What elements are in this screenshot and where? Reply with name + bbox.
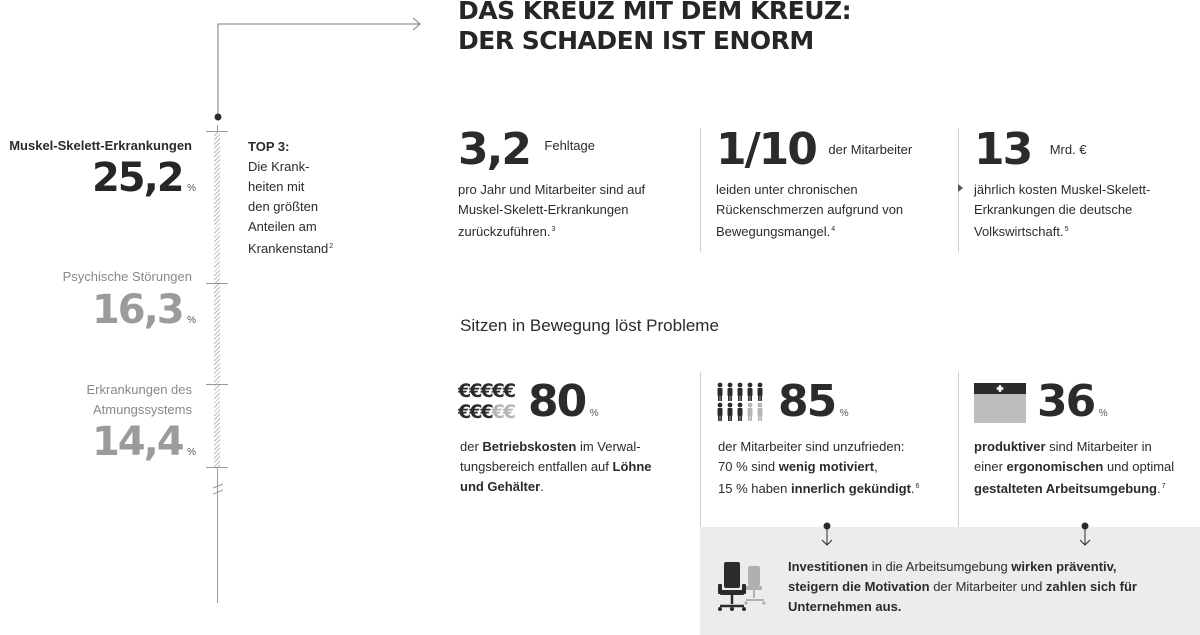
ranking-unit-1: % (187, 183, 196, 194)
text-line (788, 597, 1188, 617)
arrow-down-icon (820, 522, 834, 548)
ranking-label-1: Muskel-Skelett-Erkrankungen (9, 138, 192, 153)
ranking-number-1: 25,2 (91, 155, 183, 201)
stat-value: 80 (528, 376, 586, 427)
stat-text-line: leiden unter chronischen (716, 182, 858, 197)
text-line (974, 437, 1198, 457)
stat-mitarbeiter (716, 124, 946, 242)
footnote: 7 (1161, 483, 1166, 490)
euro-row (458, 402, 514, 423)
stat-text (974, 180, 1194, 242)
stat-text-span: Bewegungsmangel. (716, 224, 831, 239)
stat-80 (528, 376, 599, 427)
ranking-value-1 (0, 156, 196, 200)
text-bold: produktiver (974, 439, 1046, 454)
arrow-down-icon (1078, 522, 1092, 548)
stat-36 (1037, 376, 1108, 427)
text-line (974, 457, 1198, 477)
stat-85-text (718, 437, 954, 499)
text-span: . (1156, 481, 1161, 496)
text-line (718, 477, 954, 499)
text-bold: Unternehmen aus. (788, 599, 902, 614)
top3-line-text: Krankenstand (248, 241, 329, 256)
first-aid-kit-icon (974, 383, 1026, 423)
text-line (788, 557, 1188, 577)
people-icon (716, 382, 768, 422)
title-line-2: DER SCHADEN IST ENORM (458, 26, 814, 55)
scale-hatch (214, 131, 220, 469)
scale-break-icon (211, 482, 225, 498)
text-line (718, 457, 954, 477)
stat-value: 85 (778, 376, 836, 427)
text-span: der (460, 439, 483, 454)
stat-label: Fehltage (544, 138, 595, 153)
scale-tick (206, 467, 228, 468)
text-line: der Mitarbeiter sind unzufrieden: (718, 439, 905, 454)
stat-text-line: jährlich kosten Muskel-Skelett- (974, 182, 1151, 197)
text-bold: wirken präventiv, (1011, 559, 1117, 574)
stat-unit: % (589, 408, 599, 419)
stat-36-text (974, 437, 1198, 499)
footnote: 6 (915, 483, 920, 490)
footnote: 4 (831, 226, 836, 233)
info-text (788, 557, 1188, 617)
top3-line: heiten mit (248, 179, 305, 194)
ranking-label-3-line-2: Atmungssystems (93, 402, 192, 417)
stat-text-line (974, 220, 1194, 242)
office-chair-icon (714, 562, 772, 612)
stat-80-text (460, 437, 690, 497)
text-line (460, 437, 690, 457)
text-bold: Betriebskosten (482, 439, 577, 454)
ranking-label-2: Psychische Störungen (62, 269, 192, 284)
stat-text-line (716, 220, 946, 242)
euro-row-light: €€ (491, 401, 515, 423)
text-span: und optimal (1103, 459, 1175, 474)
scale-tick (206, 131, 228, 132)
stat-text-line: Muskel-Skelett-Erkrankungen (458, 202, 629, 217)
text-span: im Verwal- (576, 439, 641, 454)
scale-tick (206, 384, 228, 385)
top3-line-last (248, 237, 368, 259)
text-bold: und Gehälter (460, 479, 541, 494)
text-bold: wenig motiviert (778, 459, 875, 474)
stat-text-line: pro Jahr und Mitarbeiter sind auf (458, 182, 646, 197)
text-line (460, 477, 690, 497)
text-span: . (910, 481, 915, 496)
stat-text-line: Rückenschmerzen aufgrund von (716, 202, 904, 217)
stat-value: 13 (974, 124, 1032, 175)
text-bold: steigern die Motivation (788, 579, 930, 594)
text-span: einer (974, 459, 1007, 474)
top3-heading: TOP 3: (248, 139, 290, 154)
text-bold: zahlen sich für (1045, 579, 1137, 594)
separator (700, 372, 701, 527)
stat-85 (778, 376, 849, 427)
top3-block (248, 137, 368, 259)
stat-value: 36 (1037, 376, 1095, 427)
stat-text (716, 180, 946, 242)
text-line (788, 577, 1188, 597)
text-span: , (874, 459, 878, 474)
stat-text-line (458, 220, 688, 242)
separator (958, 372, 959, 527)
text-span: 70 % sind (718, 459, 779, 474)
text-line (974, 477, 1198, 499)
ranking-number-2: 16,3 (91, 287, 183, 333)
title-line-1: DAS KREUZ MIT DEM KREUZ: (458, 0, 852, 25)
ranking-unit-3: % (187, 447, 196, 458)
footnote: 2 (329, 243, 334, 250)
text-span: tungsbereich entfallen auf (460, 459, 613, 474)
ranking-label-3-line-1: Erkrankungen des (86, 382, 192, 397)
text-span: . (540, 479, 544, 494)
section-subhead: Sitzen in Bewegung löst Probleme (460, 316, 719, 335)
stat-unit: % (1098, 408, 1108, 419)
text-span: sind Mitarbeiter in (1045, 439, 1152, 454)
stat-text-line: Erkrankungen die deutsche (974, 202, 1133, 217)
stat-label: Mrd. € (1049, 142, 1087, 157)
stat-mrd (974, 124, 1194, 242)
stat-unit: % (839, 408, 849, 419)
text-line (460, 457, 690, 477)
scale-tick (206, 283, 228, 284)
text-span: in die Arbeitsumgebung (868, 559, 1012, 574)
ranking-number-3: 14,4 (91, 419, 183, 465)
stat-text (458, 180, 688, 242)
stat-value: 3,2 (458, 124, 530, 175)
footnote: 5 (1064, 226, 1069, 233)
ranking-value-2 (0, 288, 196, 332)
stat-text-span: zurückzuführen. (458, 224, 551, 239)
text-bold: innerlich gekündigt (791, 481, 911, 496)
stat-label: der Mitarbeiter (828, 142, 913, 157)
euro-row: €€€€€ (458, 380, 515, 402)
stat-text-span: Volkswirtschaft. (974, 224, 1064, 239)
text-bold: Löhne (612, 459, 652, 474)
ranking-label-3 (0, 380, 192, 420)
text-bold: Investitionen (788, 559, 869, 574)
stat-value: 1/10 (716, 124, 816, 175)
top3-line: den größten (248, 199, 319, 214)
ranking-unit-2: % (187, 315, 196, 326)
text-bold: ergonomischen (1006, 459, 1104, 474)
stat-fehltage (458, 124, 688, 242)
caret-right-icon (958, 184, 964, 192)
euro-row-dark: €€€ (458, 401, 492, 423)
ranking-value-3 (0, 420, 196, 464)
text-bold: gestalteten Arbeitsumgebung (974, 481, 1157, 496)
footnote: 3 (551, 226, 556, 233)
connector-arrow-icon (210, 14, 430, 124)
text-span: der Mitarbeiter und (929, 579, 1046, 594)
text-span: 15 % haben (718, 481, 792, 496)
euro-coins-icon (458, 381, 514, 423)
separator (700, 128, 701, 252)
top3-line: Die Krank- (248, 159, 310, 174)
top3-line: Anteilen am (248, 219, 317, 234)
page-title (458, 0, 851, 56)
